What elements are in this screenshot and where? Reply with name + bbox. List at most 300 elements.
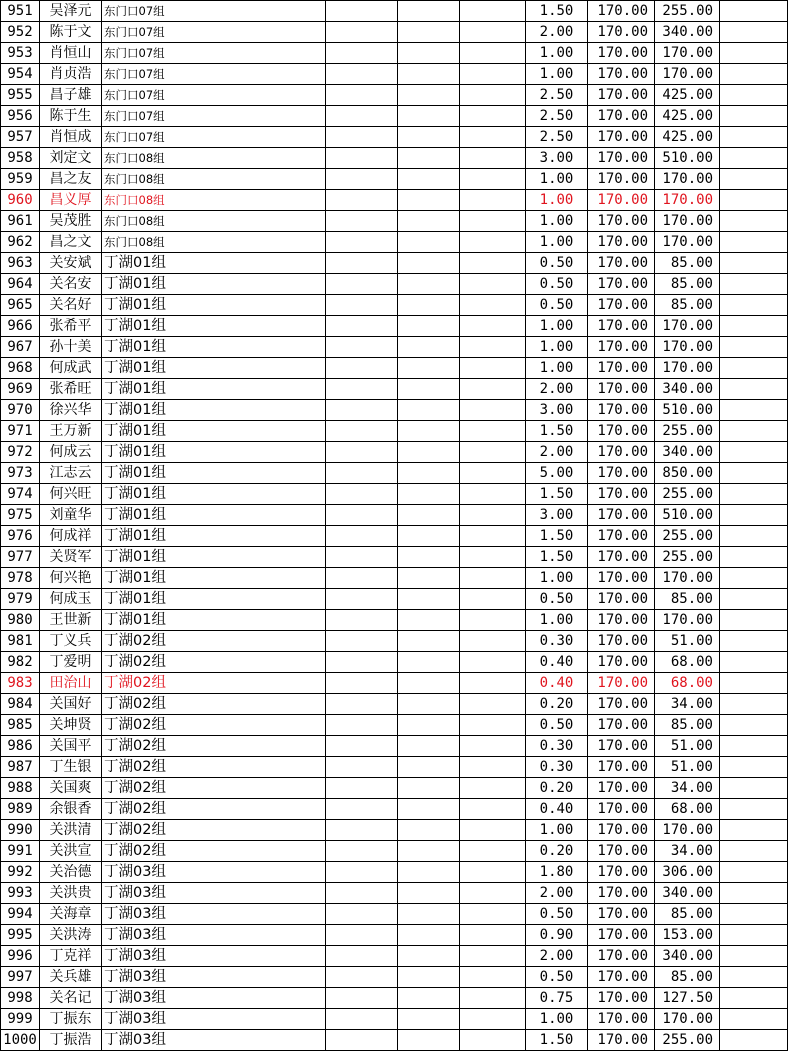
empty-cell[interactable] [326, 1, 398, 22]
name-cell[interactable]: 何成武 [40, 358, 102, 379]
name-cell[interactable]: 何成玉 [40, 589, 102, 610]
name-cell[interactable]: 肖恒成 [40, 127, 102, 148]
empty-cell[interactable] [398, 316, 460, 337]
area-cell[interactable]: 0.30 [526, 757, 588, 778]
rate-cell[interactable]: 170.00 [588, 631, 655, 652]
rate-cell[interactable]: 170.00 [588, 652, 655, 673]
area-cell[interactable]: 0.50 [526, 274, 588, 295]
empty-cell[interactable] [460, 127, 526, 148]
rate-cell[interactable]: 170.00 [588, 799, 655, 820]
amount-cell[interactable]: 340.00 [655, 22, 720, 43]
empty-cell[interactable] [460, 631, 526, 652]
amount-cell[interactable]: 68.00 [655, 673, 720, 694]
amount-cell[interactable]: 510.00 [655, 400, 720, 421]
empty-cell[interactable] [460, 778, 526, 799]
name-cell[interactable]: 何兴艳 [40, 568, 102, 589]
rate-cell[interactable]: 170.00 [588, 358, 655, 379]
empty-cell[interactable] [720, 484, 788, 505]
name-cell[interactable]: 刘定文 [40, 148, 102, 169]
empty-cell[interactable] [326, 64, 398, 85]
empty-cell[interactable] [326, 631, 398, 652]
group-cell[interactable]: 丁湖02组 [102, 736, 326, 757]
empty-cell[interactable] [398, 526, 460, 547]
empty-cell[interactable] [398, 1009, 460, 1030]
row-id-cell[interactable]: 993 [1, 883, 40, 904]
empty-cell[interactable] [720, 841, 788, 862]
empty-cell[interactable] [460, 610, 526, 631]
empty-cell[interactable] [460, 442, 526, 463]
empty-cell[interactable] [460, 568, 526, 589]
empty-cell[interactable] [326, 715, 398, 736]
empty-cell[interactable] [398, 589, 460, 610]
row-id-cell[interactable]: 999 [1, 1009, 40, 1030]
empty-cell[interactable] [398, 715, 460, 736]
amount-cell[interactable]: 170.00 [655, 211, 720, 232]
amount-cell[interactable]: 170.00 [655, 358, 720, 379]
name-cell[interactable]: 丁义兵 [40, 631, 102, 652]
group-cell[interactable]: 东门口08组 [102, 148, 326, 169]
empty-cell[interactable] [460, 169, 526, 190]
empty-cell[interactable] [460, 652, 526, 673]
name-cell[interactable]: 关治德 [40, 862, 102, 883]
empty-cell[interactable] [398, 904, 460, 925]
group-cell[interactable]: 丁湖03组 [102, 862, 326, 883]
empty-cell[interactable] [326, 757, 398, 778]
empty-cell[interactable] [460, 211, 526, 232]
empty-cell[interactable] [398, 169, 460, 190]
amount-cell[interactable]: 85.00 [655, 715, 720, 736]
name-cell[interactable]: 关兵雄 [40, 967, 102, 988]
area-cell[interactable]: 2.00 [526, 442, 588, 463]
row-id-cell[interactable]: 991 [1, 841, 40, 862]
empty-cell[interactable] [460, 253, 526, 274]
empty-cell[interactable] [720, 295, 788, 316]
group-cell[interactable]: 丁湖03组 [102, 1009, 326, 1030]
group-cell[interactable]: 丁湖01组 [102, 337, 326, 358]
area-cell[interactable]: 1.00 [526, 43, 588, 64]
name-cell[interactable]: 昌义厚 [40, 190, 102, 211]
empty-cell[interactable] [460, 22, 526, 43]
row-id-cell[interactable]: 988 [1, 778, 40, 799]
empty-cell[interactable] [398, 190, 460, 211]
row-id-cell[interactable]: 994 [1, 904, 40, 925]
amount-cell[interactable]: 85.00 [655, 967, 720, 988]
name-cell[interactable]: 张希平 [40, 316, 102, 337]
rate-cell[interactable]: 170.00 [588, 757, 655, 778]
empty-cell[interactable] [720, 463, 788, 484]
empty-cell[interactable] [720, 610, 788, 631]
area-cell[interactable]: 0.50 [526, 589, 588, 610]
empty-cell[interactable] [326, 946, 398, 967]
group-cell[interactable]: 丁湖01组 [102, 505, 326, 526]
amount-cell[interactable]: 85.00 [655, 274, 720, 295]
empty-cell[interactable] [398, 295, 460, 316]
empty-cell[interactable] [460, 400, 526, 421]
rate-cell[interactable]: 170.00 [588, 673, 655, 694]
amount-cell[interactable]: 170.00 [655, 316, 720, 337]
rate-cell[interactable]: 170.00 [588, 862, 655, 883]
group-cell[interactable]: 丁湖02组 [102, 631, 326, 652]
empty-cell[interactable] [398, 568, 460, 589]
rate-cell[interactable]: 170.00 [588, 946, 655, 967]
name-cell[interactable]: 关贤军 [40, 547, 102, 568]
empty-cell[interactable] [460, 946, 526, 967]
rate-cell[interactable]: 170.00 [588, 148, 655, 169]
row-id-cell[interactable]: 967 [1, 337, 40, 358]
group-cell[interactable]: 丁湖02组 [102, 799, 326, 820]
empty-cell[interactable] [398, 379, 460, 400]
empty-cell[interactable] [720, 673, 788, 694]
area-cell[interactable]: 3.00 [526, 505, 588, 526]
empty-cell[interactable] [460, 526, 526, 547]
empty-cell[interactable] [460, 295, 526, 316]
rate-cell[interactable]: 170.00 [588, 568, 655, 589]
rate-cell[interactable]: 170.00 [588, 43, 655, 64]
amount-cell[interactable]: 170.00 [655, 1009, 720, 1030]
rate-cell[interactable]: 170.00 [588, 127, 655, 148]
group-cell[interactable]: 东门口07组 [102, 43, 326, 64]
name-cell[interactable]: 关国平 [40, 736, 102, 757]
amount-cell[interactable]: 51.00 [655, 757, 720, 778]
row-id-cell[interactable]: 977 [1, 547, 40, 568]
row-id-cell[interactable]: 963 [1, 253, 40, 274]
amount-cell[interactable]: 127.50 [655, 988, 720, 1009]
name-cell[interactable]: 张希旺 [40, 379, 102, 400]
row-id-cell[interactable]: 953 [1, 43, 40, 64]
area-cell[interactable]: 2.00 [526, 379, 588, 400]
area-cell[interactable]: 0.50 [526, 295, 588, 316]
area-cell[interactable]: 0.30 [526, 736, 588, 757]
area-cell[interactable]: 0.20 [526, 694, 588, 715]
amount-cell[interactable]: 255.00 [655, 484, 720, 505]
group-cell[interactable]: 丁湖02组 [102, 757, 326, 778]
area-cell[interactable]: 3.00 [526, 400, 588, 421]
amount-cell[interactable]: 170.00 [655, 337, 720, 358]
row-id-cell[interactable]: 952 [1, 22, 40, 43]
rate-cell[interactable]: 170.00 [588, 736, 655, 757]
empty-cell[interactable] [398, 85, 460, 106]
empty-cell[interactable] [398, 967, 460, 988]
empty-cell[interactable] [398, 673, 460, 694]
area-cell[interactable]: 0.50 [526, 967, 588, 988]
area-cell[interactable]: 1.00 [526, 337, 588, 358]
area-cell[interactable]: 1.50 [526, 421, 588, 442]
empty-cell[interactable] [720, 43, 788, 64]
amount-cell[interactable]: 170.00 [655, 820, 720, 841]
amount-cell[interactable]: 51.00 [655, 736, 720, 757]
empty-cell[interactable] [720, 757, 788, 778]
name-cell[interactable]: 关海章 [40, 904, 102, 925]
empty-cell[interactable] [326, 673, 398, 694]
empty-cell[interactable] [460, 358, 526, 379]
empty-cell[interactable] [720, 22, 788, 43]
empty-cell[interactable] [326, 904, 398, 925]
area-cell[interactable]: 0.90 [526, 925, 588, 946]
amount-cell[interactable]: 850.00 [655, 463, 720, 484]
name-cell[interactable]: 丁克祥 [40, 946, 102, 967]
empty-cell[interactable] [720, 190, 788, 211]
row-id-cell[interactable]: 964 [1, 274, 40, 295]
name-cell[interactable]: 丁振浩 [40, 1030, 102, 1051]
empty-cell[interactable] [326, 22, 398, 43]
group-cell[interactable]: 丁湖01组 [102, 589, 326, 610]
group-cell[interactable]: 丁湖02组 [102, 673, 326, 694]
empty-cell[interactable] [326, 967, 398, 988]
empty-cell[interactable] [326, 316, 398, 337]
area-cell[interactable]: 0.20 [526, 778, 588, 799]
row-id-cell[interactable]: 983 [1, 673, 40, 694]
empty-cell[interactable] [398, 400, 460, 421]
empty-cell[interactable] [720, 736, 788, 757]
area-cell[interactable]: 1.00 [526, 820, 588, 841]
row-id-cell[interactable]: 969 [1, 379, 40, 400]
amount-cell[interactable]: 425.00 [655, 85, 720, 106]
empty-cell[interactable] [460, 463, 526, 484]
row-id-cell[interactable]: 995 [1, 925, 40, 946]
area-cell[interactable]: 1.50 [526, 484, 588, 505]
group-cell[interactable]: 丁湖03组 [102, 925, 326, 946]
area-cell[interactable]: 0.50 [526, 904, 588, 925]
group-cell[interactable]: 丁湖01组 [102, 379, 326, 400]
amount-cell[interactable]: 425.00 [655, 127, 720, 148]
empty-cell[interactable] [720, 967, 788, 988]
empty-cell[interactable] [398, 22, 460, 43]
amount-cell[interactable]: 255.00 [655, 1, 720, 22]
rate-cell[interactable]: 170.00 [588, 253, 655, 274]
empty-cell[interactable] [460, 988, 526, 1009]
empty-cell[interactable] [326, 526, 398, 547]
empty-cell[interactable] [460, 589, 526, 610]
name-cell[interactable]: 何成祥 [40, 526, 102, 547]
row-id-cell[interactable]: 990 [1, 820, 40, 841]
row-id-cell[interactable]: 978 [1, 568, 40, 589]
area-cell[interactable]: 1.50 [526, 547, 588, 568]
empty-cell[interactable] [326, 1009, 398, 1030]
empty-cell[interactable] [326, 169, 398, 190]
empty-cell[interactable] [460, 799, 526, 820]
row-id-cell[interactable]: 997 [1, 967, 40, 988]
empty-cell[interactable] [326, 589, 398, 610]
amount-cell[interactable]: 510.00 [655, 505, 720, 526]
area-cell[interactable]: 1.00 [526, 316, 588, 337]
row-id-cell[interactable]: 961 [1, 211, 40, 232]
row-id-cell[interactable]: 955 [1, 85, 40, 106]
area-cell[interactable]: 0.30 [526, 631, 588, 652]
empty-cell[interactable] [460, 1009, 526, 1030]
empty-cell[interactable] [398, 610, 460, 631]
empty-cell[interactable] [460, 484, 526, 505]
group-cell[interactable]: 东门口08组 [102, 211, 326, 232]
empty-cell[interactable] [326, 358, 398, 379]
row-id-cell[interactable]: 962 [1, 232, 40, 253]
amount-cell[interactable]: 85.00 [655, 904, 720, 925]
rate-cell[interactable]: 170.00 [588, 589, 655, 610]
empty-cell[interactable] [720, 925, 788, 946]
rate-cell[interactable]: 170.00 [588, 64, 655, 85]
empty-cell[interactable] [460, 967, 526, 988]
amount-cell[interactable]: 170.00 [655, 568, 720, 589]
empty-cell[interactable] [326, 736, 398, 757]
empty-cell[interactable] [398, 841, 460, 862]
amount-cell[interactable]: 425.00 [655, 106, 720, 127]
empty-cell[interactable] [398, 43, 460, 64]
name-cell[interactable]: 刘童华 [40, 505, 102, 526]
empty-cell[interactable] [398, 463, 460, 484]
area-cell[interactable]: 2.00 [526, 946, 588, 967]
row-id-cell[interactable]: 966 [1, 316, 40, 337]
empty-cell[interactable] [720, 547, 788, 568]
name-cell[interactable]: 何成云 [40, 442, 102, 463]
amount-cell[interactable]: 170.00 [655, 610, 720, 631]
group-cell[interactable]: 丁湖03组 [102, 967, 326, 988]
rate-cell[interactable]: 170.00 [588, 715, 655, 736]
name-cell[interactable]: 丁爱明 [40, 652, 102, 673]
empty-cell[interactable] [398, 232, 460, 253]
empty-cell[interactable] [460, 547, 526, 568]
name-cell[interactable]: 昌之文 [40, 232, 102, 253]
empty-cell[interactable] [720, 589, 788, 610]
row-id-cell[interactable]: 1000 [1, 1030, 40, 1051]
area-cell[interactable]: 0.50 [526, 253, 588, 274]
rate-cell[interactable]: 170.00 [588, 295, 655, 316]
empty-cell[interactable] [398, 778, 460, 799]
amount-cell[interactable]: 306.00 [655, 862, 720, 883]
empty-cell[interactable] [460, 820, 526, 841]
name-cell[interactable]: 关国好 [40, 694, 102, 715]
empty-cell[interactable] [460, 148, 526, 169]
row-id-cell[interactable]: 981 [1, 631, 40, 652]
empty-cell[interactable] [326, 883, 398, 904]
empty-cell[interactable] [460, 421, 526, 442]
empty-cell[interactable] [720, 211, 788, 232]
empty-cell[interactable] [398, 988, 460, 1009]
group-cell[interactable]: 丁湖01组 [102, 568, 326, 589]
empty-cell[interactable] [398, 274, 460, 295]
empty-cell[interactable] [720, 715, 788, 736]
empty-cell[interactable] [720, 778, 788, 799]
area-cell[interactable]: 2.00 [526, 883, 588, 904]
group-cell[interactable]: 丁湖01组 [102, 442, 326, 463]
name-cell[interactable]: 关洪清 [40, 820, 102, 841]
empty-cell[interactable] [398, 484, 460, 505]
empty-cell[interactable] [460, 85, 526, 106]
empty-cell[interactable] [720, 232, 788, 253]
empty-cell[interactable] [720, 652, 788, 673]
empty-cell[interactable] [326, 841, 398, 862]
empty-cell[interactable] [398, 337, 460, 358]
area-cell[interactable]: 1.00 [526, 190, 588, 211]
empty-cell[interactable] [326, 484, 398, 505]
empty-cell[interactable] [720, 400, 788, 421]
empty-cell[interactable] [398, 862, 460, 883]
name-cell[interactable]: 关洪宣 [40, 841, 102, 862]
area-cell[interactable]: 0.40 [526, 673, 588, 694]
group-cell[interactable]: 丁湖02组 [102, 652, 326, 673]
name-cell[interactable]: 吴茂胜 [40, 211, 102, 232]
empty-cell[interactable] [326, 379, 398, 400]
group-cell[interactable]: 丁湖02组 [102, 841, 326, 862]
group-cell[interactable]: 东门口07组 [102, 64, 326, 85]
empty-cell[interactable] [460, 694, 526, 715]
area-cell[interactable]: 1.50 [526, 1, 588, 22]
empty-cell[interactable] [326, 799, 398, 820]
rate-cell[interactable]: 170.00 [588, 22, 655, 43]
area-cell[interactable]: 1.00 [526, 232, 588, 253]
amount-cell[interactable]: 170.00 [655, 64, 720, 85]
empty-cell[interactable] [326, 442, 398, 463]
rate-cell[interactable]: 170.00 [588, 925, 655, 946]
amount-cell[interactable]: 170.00 [655, 232, 720, 253]
group-cell[interactable]: 丁湖01组 [102, 253, 326, 274]
empty-cell[interactable] [398, 148, 460, 169]
amount-cell[interactable]: 340.00 [655, 442, 720, 463]
area-cell[interactable]: 1.00 [526, 169, 588, 190]
group-cell[interactable]: 东门口08组 [102, 232, 326, 253]
rate-cell[interactable]: 170.00 [588, 694, 655, 715]
group-cell[interactable]: 丁湖02组 [102, 694, 326, 715]
group-cell[interactable]: 丁湖01组 [102, 547, 326, 568]
empty-cell[interactable] [720, 274, 788, 295]
group-cell[interactable]: 丁湖01组 [102, 358, 326, 379]
name-cell[interactable]: 陈于生 [40, 106, 102, 127]
empty-cell[interactable] [398, 127, 460, 148]
empty-cell[interactable] [720, 904, 788, 925]
row-id-cell[interactable]: 973 [1, 463, 40, 484]
empty-cell[interactable] [720, 85, 788, 106]
empty-cell[interactable] [460, 1, 526, 22]
empty-cell[interactable] [398, 64, 460, 85]
row-id-cell[interactable]: 979 [1, 589, 40, 610]
rate-cell[interactable]: 170.00 [588, 106, 655, 127]
amount-cell[interactable]: 170.00 [655, 169, 720, 190]
empty-cell[interactable] [326, 610, 398, 631]
name-cell[interactable]: 关名记 [40, 988, 102, 1009]
empty-cell[interactable] [720, 127, 788, 148]
empty-cell[interactable] [326, 421, 398, 442]
empty-cell[interactable] [398, 736, 460, 757]
empty-cell[interactable] [398, 253, 460, 274]
group-cell[interactable]: 东门口08组 [102, 190, 326, 211]
area-cell[interactable]: 2.50 [526, 85, 588, 106]
area-cell[interactable]: 0.40 [526, 652, 588, 673]
group-cell[interactable]: 东门口07组 [102, 22, 326, 43]
empty-cell[interactable] [398, 442, 460, 463]
area-cell[interactable]: 1.00 [526, 1009, 588, 1030]
area-cell[interactable]: 2.50 [526, 127, 588, 148]
group-cell[interactable]: 丁湖01组 [102, 463, 326, 484]
area-cell[interactable]: 5.00 [526, 463, 588, 484]
area-cell[interactable]: 1.00 [526, 64, 588, 85]
rate-cell[interactable]: 170.00 [588, 316, 655, 337]
group-cell[interactable]: 东门口07组 [102, 106, 326, 127]
empty-cell[interactable] [398, 358, 460, 379]
area-cell[interactable]: 1.50 [526, 526, 588, 547]
empty-cell[interactable] [326, 820, 398, 841]
empty-cell[interactable] [460, 904, 526, 925]
row-id-cell[interactable]: 971 [1, 421, 40, 442]
row-id-cell[interactable]: 989 [1, 799, 40, 820]
group-cell[interactable]: 丁湖01组 [102, 316, 326, 337]
group-cell[interactable]: 丁湖02组 [102, 778, 326, 799]
rate-cell[interactable]: 170.00 [588, 967, 655, 988]
empty-cell[interactable] [720, 442, 788, 463]
area-cell[interactable]: 2.50 [526, 106, 588, 127]
empty-cell[interactable] [460, 274, 526, 295]
row-id-cell[interactable]: 985 [1, 715, 40, 736]
empty-cell[interactable] [460, 64, 526, 85]
rate-cell[interactable]: 170.00 [588, 505, 655, 526]
row-id-cell[interactable]: 984 [1, 694, 40, 715]
